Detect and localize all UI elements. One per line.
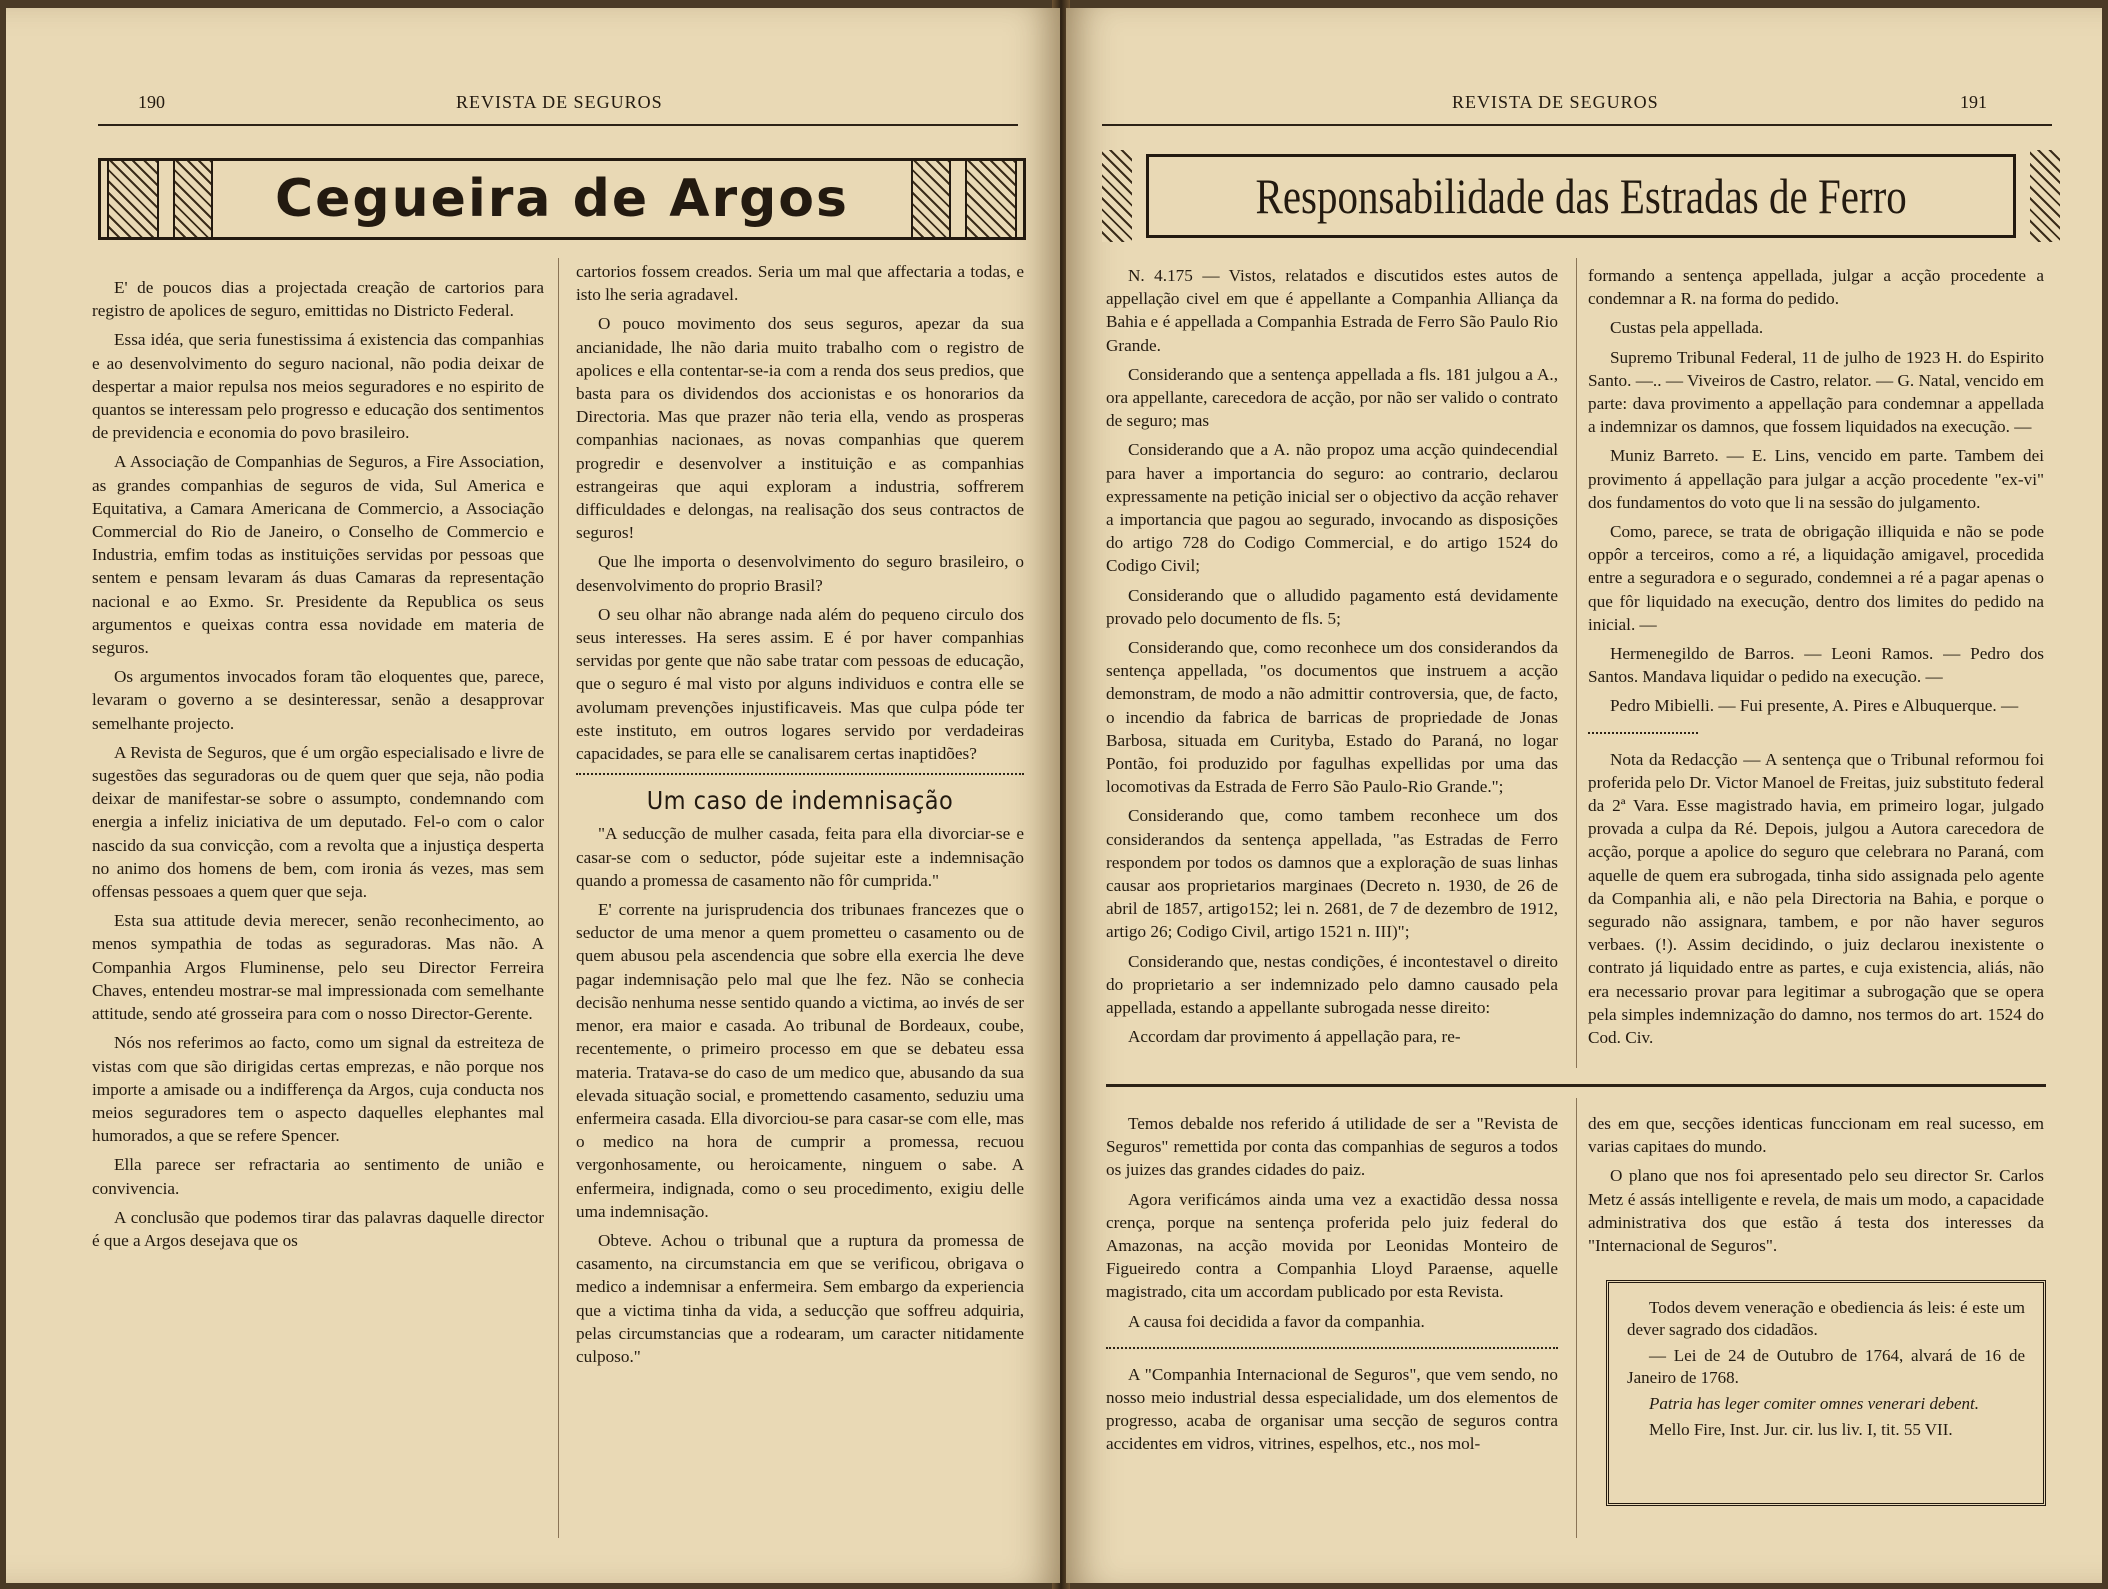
ornament-right-icon xyxy=(965,161,1017,237)
paragraph: cartorios fossem creados. Seria um mal que affectaria a todas, e isto lhe seria agradavel. xyxy=(576,262,1024,305)
paragraph: Custas pela appellada. xyxy=(1610,318,1764,338)
section-divider xyxy=(1106,1347,1558,1349)
paragraph: des em que, secções identicas funccionam em real sucesso, em varias capitaes do mundo. xyxy=(1588,1114,2044,1157)
paragraph: Ella parece ser refractaria ao sentimento de união e convivencia. xyxy=(92,1155,544,1198)
paragraph: Como, parece, se trata de obrigação illiquida e não se pode oppôr a terceiros, como a ré, a liquidação amigavel, procedida entre a seguradora e o segurado, condemnei a ré a pagar apenas o que fôr liquidado na execução, dentro dos limites do pedido na inicial. — xyxy=(1588,522,2044,634)
header-rule xyxy=(98,120,1018,126)
ornament-right-icon xyxy=(2030,150,2060,242)
column-divider xyxy=(558,258,559,1538)
ornament-right-icon xyxy=(911,161,951,237)
paragraph: Considerando que, como reconhece um dos considerandos da sentença appellada, "os documentos que instruem a acção demonstram, de modo a não admittir controversia, que, de facto, o incendio da fabrica de barricas de propriedade de Jonas Barbosa, situada em Curityba, Estado do Paraná, no logar Pontão, foi produzido por fagulhas expellidas por uma das locomotivas da Estrada de Ferro São Paulo-Rio Grande."; xyxy=(1106,638,1558,797)
paragraph: A "Companhia Internacional de Seguros", que vem sendo, no nosso meio industrial dessa especialidade, um dos elementos de progresso, acaba de organisar uma secção de seguros contra accidentes em vidros, vitrines, espelhos, etc., nos mol- xyxy=(1106,1364,1558,1454)
ornament-left-icon xyxy=(107,161,159,237)
paragraph: O plano que nos foi apresentado pelo seu director Sr. Carlos Metz é assás intelligente e revela, de mais um modo, a capacidade administrativa dos que estão á testa dos interesses da "Internacional de Seguros". xyxy=(1588,1166,2044,1256)
running-head: REVISTA DE SEGUROS xyxy=(456,92,663,112)
paragraph: O seu olhar não abrange nada além do pequeno circulo dos seus interesses. Ha seres assim. E é por haver companhias servidas por gente que não sabe tratar com pessoas de educação, que o seguro é mal visto por alguns individuos e contra elle se avolumam prevenções injustificaveis. Mas que culpa póde ter este instituto, em outros logares servido por verdadeiras capacidades, se para elle se canalisarem certas inaptidões? xyxy=(576,604,1024,764)
paragraph: Accordam dar provimento á appellação para, re- xyxy=(1128,1027,1461,1047)
paragraph: Nós nos referimos ao facto, como um signal da estreiteza de vistas com que são dirigidas certas emprezas, e não porque nos importe a amisade ou a indifferença da Argos, cuja conducta nos meios seguradores tem o aspecto daquelles elephantes mal humorados, a que se refere Spencer. xyxy=(92,1033,544,1146)
paragraph: A causa foi decidida a favor da companhia. xyxy=(1128,1311,1425,1331)
paragraph: Considerando que a A. não propoz uma acção quindecendial para haver a importancia do seguro: ao contrario, declarou expressamente na petição inicial ser o objectivo da acção rehaver a importancia que pagou ao segurado, invocando as disposições do artigo 728 do Codigo Commercial, e do artigo 1524 do Codigo Civil; xyxy=(1106,440,1558,576)
paragraph: Considerando que a sentença appellada a fls. 181 julgou a A., ora appellante, carecedora de acção, por não ser valido o contrato de seguro; mas xyxy=(1106,364,1558,431)
quote-line: — Lei de 24 de Outubro de 1764, alvará de 16 de Janeiro de 1768. xyxy=(1627,1346,2025,1387)
paragraph: Considerando que, como tambem reconhece um dos considerandos da sentença appellada, "as Estradas de Ferro respondem por todos os damnos que a exploração de suas linhas causar aos proprietarios marginaes (Decreto n. 1930, de 26 de abril de 1857, artigo152; lei n. 2681, de 7 de dezembro de 1912, artigo 26; Codigo Civil, artigo 1521 n. III)"; xyxy=(1106,806,1558,942)
article-title-box xyxy=(1102,150,2060,242)
paragraph: Os argumentos invocados foram tão eloquentes que, parece, levaram o governo a se desinteressar, senão a desapprovar semelhante projecto. xyxy=(92,667,544,733)
paragraph: Essa idéa, que seria funestissima á existencia das companhias e ao desenvolvimento do seguro nacional, não podia deixar de despertar a maior repulsa nos meios seguradores e no espirito de quantos se interessam pelo progresso e educação dos sentimentos de previdencia e economia do povo brasileiro. xyxy=(92,330,544,443)
paragraph: N. 4.175 — Vistos, relatados e discutidos estes autos de appellação civel em que é appellante a Companhia Alliança da Bahia e é appellada a Companhia Estrada de Ferro São Paulo Rio Grande. xyxy=(1106,266,1558,355)
column-divider xyxy=(1576,258,1577,1068)
paragraph: "A seducção de mulher casada, feita para ella divorciar-se e casar-se com o seductor, póde sujeitar este a indemnisação quando a promessa de casamento não fôr cumprida." xyxy=(576,824,1024,890)
title-frame xyxy=(1146,154,2016,238)
short-rule xyxy=(1588,732,1698,734)
article-title: Cegueira de Argos xyxy=(275,169,849,229)
column-2 xyxy=(1588,264,2044,1055)
column-1-lower xyxy=(1106,1112,1558,1462)
paragraph: Obteve. Achou o tribunal que a ruptura da promessa de casamento, na circumstancia em que se verificou, obrigava o medico a indemnisar a enfermeira. Sem embargo da experiencia que a victima tinha da vida, a seducção que soffreu adquiria, pelas circumstancias que a rodearam, um caracter nitidamente culposo." xyxy=(576,1230,1024,1366)
paragraph: Esta sua attitude devia merecer, senão reconhecimento, ao menos sympathia de todas as seguradoras. Mas não. A Companhia Argos Fluminense, pelo seu Director Ferreira Chaves, entendeu mostrar-se mal impressionada com semelhante attitude, sendo até grosseira para com o nosso Director-Gerente. xyxy=(92,911,544,1024)
page-number: 190 xyxy=(138,92,165,112)
column-2 xyxy=(576,260,1024,1374)
paragraph: Hermenegildo de Barros. — Leoni Ramos. — Pedro dos Santos. Mandava liquidar o pedido na execução. — xyxy=(1588,644,2044,687)
paragraph: Pedro Mibielli. — Fui presente, A. Pires e Albuquerque. — xyxy=(1610,696,2019,716)
column-1 xyxy=(1106,264,1558,1055)
quote-line: Patria has leger comiter omnes venerari debent. xyxy=(1649,1394,1980,1413)
page-190 xyxy=(6,8,1060,1583)
paragraph: Supremo Tribunal Federal, 11 de julho de 1923 H. do Espirito Santo. —.. — Viveiros de Castro, relator. — G. Natal, vencido em parte: dava provimento a appellação para condemnar a appellada a indemnizar os damnos, que fossem liquidados na execução. — xyxy=(1588,347,2044,437)
quotation-box xyxy=(1606,1280,2046,1506)
header-rule xyxy=(1102,120,2052,126)
quote-line: Mello Fire, Inst. Jur. cir. lus liv. I, tit. 55 VII. xyxy=(1649,1420,1953,1439)
quote-line: Todos devem veneração e obediencia ás leis: é este um dever sagrado dos cidadãos. xyxy=(1627,1298,2025,1339)
ornament-left-icon xyxy=(173,161,213,237)
paragraph: A Associação de Companhias de Seguros, a Fire Association, as grandes companhias de seguros de vida, Sul America e Equitativa, a Camara Americana de Commercio, a Associação Commercial do Rio de Janeiro, o Conselho de Commercio e Industria, emfim todas as instituições servidas por pessoas que sentem e pensam levaram ás duas Camaras da representação nacional e ao Exmo. Sr. Presidente da Republica os seus argumentos e queixas contra essa novidade em materia de seguros. xyxy=(92,452,544,658)
paragraph: E' de poucos dias a projectada creação de cartorios para registro de apolices de seguro, emittidas no Districto Federal. xyxy=(92,278,544,321)
paragraph: Considerando que, nestas condições, é incontestavel o direito do proprietario a ser indemnizado pelo damno causado pela appellada, estando a appellante subrogada nesse direito: xyxy=(1106,951,1558,1018)
paragraph: formando a sentença appellada, julgar a acção procedente a condemnar a R. na forma do pedido. xyxy=(1588,266,2044,309)
section-heading: Um caso de indemnisação xyxy=(646,786,954,816)
column-1 xyxy=(92,276,544,1258)
article-title-box xyxy=(98,158,1026,240)
section-divider xyxy=(576,773,1024,775)
paragraph: E' corrente na jurisprudencia dos tribunaes francezes que o seductor de uma menor a quem prometteu o casamento ou de quem abusou pela ascendencia que sobre ella exercia lhe deve pagar indemnisação pelo mal que lhe fez. Não se conhecia decisão nenhuma nesse sentido quando a victima, ao invés de ser menor, era maior e casada. Ao tribunal de Bordeaux, coube, recentemente, o primeiro processo em que se debateu essa materia. Tratava-se do caso de um medico que, abusando da sua elevada situação social, e promettendo casamento, seduziu uma enfermeira casada. Ella divorciou-se para casar-se com elle, mas o medico na hora de cumprir a promessa, recuou vergonhosamente, ou heroicamente, ninguem o sabe. A enfermeira, indignada, como o seu procedimento, exigiu delle uma indemnisação. xyxy=(576,900,1024,1221)
paragraph: Temos debalde nos referido á utilidade de ser a "Revista de Seguros" remettida por conta das companhias de seguros a todos os juizes das grandes cidades do paiz. xyxy=(1106,1114,1558,1180)
column-2-lower xyxy=(1588,1112,2044,1263)
paragraph: Considerando que o alludido pagamento está devidamente provado pelo documento de fls. 5; xyxy=(1106,585,1558,628)
paragraph: Agora verificámos ainda uma vez a exactidão dessa nossa crença, porque na sentença proferida pelo juiz federal do Amazonas, na acção movida por Leonidas Monteiro de Figueiredo contra a Companhia Lloyd Paraense, aquelle magistrado, cita um accordam publicado por esta Revista. xyxy=(1106,1189,1558,1302)
ornamental-divider xyxy=(1106,1084,2046,1087)
ornament-left-icon xyxy=(1102,150,1132,242)
article-title: Responsabilidade das Estradas de Ferro xyxy=(1255,168,1907,224)
page-191 xyxy=(1066,8,2102,1583)
page-number: 191 xyxy=(1960,92,1987,112)
paragraph: Que lhe importa o desenvolvimento do seguro brasileiro, o desenvolvimento do proprio Brasil? xyxy=(576,552,1024,595)
paragraph: A conclusão que podemos tirar das palavras daquelle director é que a Argos desejava que os xyxy=(92,1207,544,1250)
paragraph: Muniz Barreto. — E. Lins, vencido em parte. Tambem dei provimento á appellação para julgar a acção procedente "ex-vi" dos fundamentos do voto que li na sessão do julgamento. xyxy=(1588,446,2044,512)
paragraph: Nota da Redacção — A sentença que o Tribunal reformou foi proferida pelo Dr. Victor Manoel de Freitas, juiz substituto federal da 2ª Vara. Esse magistrado havia, em primeiro logar, julgado provada a culpa da Ré. Depois, julgou a Autora carecedora de acção, porque a apolice do seguro que celebrara no Paraná, com aquelle de quem era subrogada, tinha sido assignada pelo agente da Companhia ali, e não pela Directoria na Bahia, e porque o segurado não assignara, tambem, e por não haver seguros verbaes. (!). Assim decidindo, o juiz declarou inexistente o contrato já liquidado entre as partes, e cuja existencia, aliás, não era necessario provar para legitimar a subrogação que se opera pela simples indemnização do damno, nos termos do art. 1524 do Cod. Civ. xyxy=(1588,749,2044,1048)
column-divider xyxy=(1576,1098,1577,1538)
paragraph: O pouco movimento dos seus seguros, apezar da sua ancianidade, lhe não daria muito trabalho com o registro de apolices e ella contentar-se-ia com a renda dos seus predios, que basta para os dividendos dos accionistas e os honorarios da Directoria. Mas que prazer não teria ella, vendo as prosperas companhias nacionaes, as novas companhias que querem progredir e desenvolver a instituição e as companhias estrangeiras que aqui exploram a industria, soffrerem difficuldades e delongas, na realisação dos seus contractos de seguros! xyxy=(576,314,1024,543)
running-head: REVISTA DE SEGUROS xyxy=(1452,92,1659,112)
paragraph: A Revista de Seguros, que é um orgão especialisado e livre de sugestões das seguradoras ou de quem quer que seja, não podia deixar de manifestar-se sobre o assumpto, condemnando com energia a infeliz iniciativa de um deputado. Fel-o com o calor nascido da sua convicção, com a revolta que a injustiça desperta no animo dos homens de bem, com ironia ás vezes, mas sem offensas pessoaes a quem quer que seja. xyxy=(92,742,544,902)
